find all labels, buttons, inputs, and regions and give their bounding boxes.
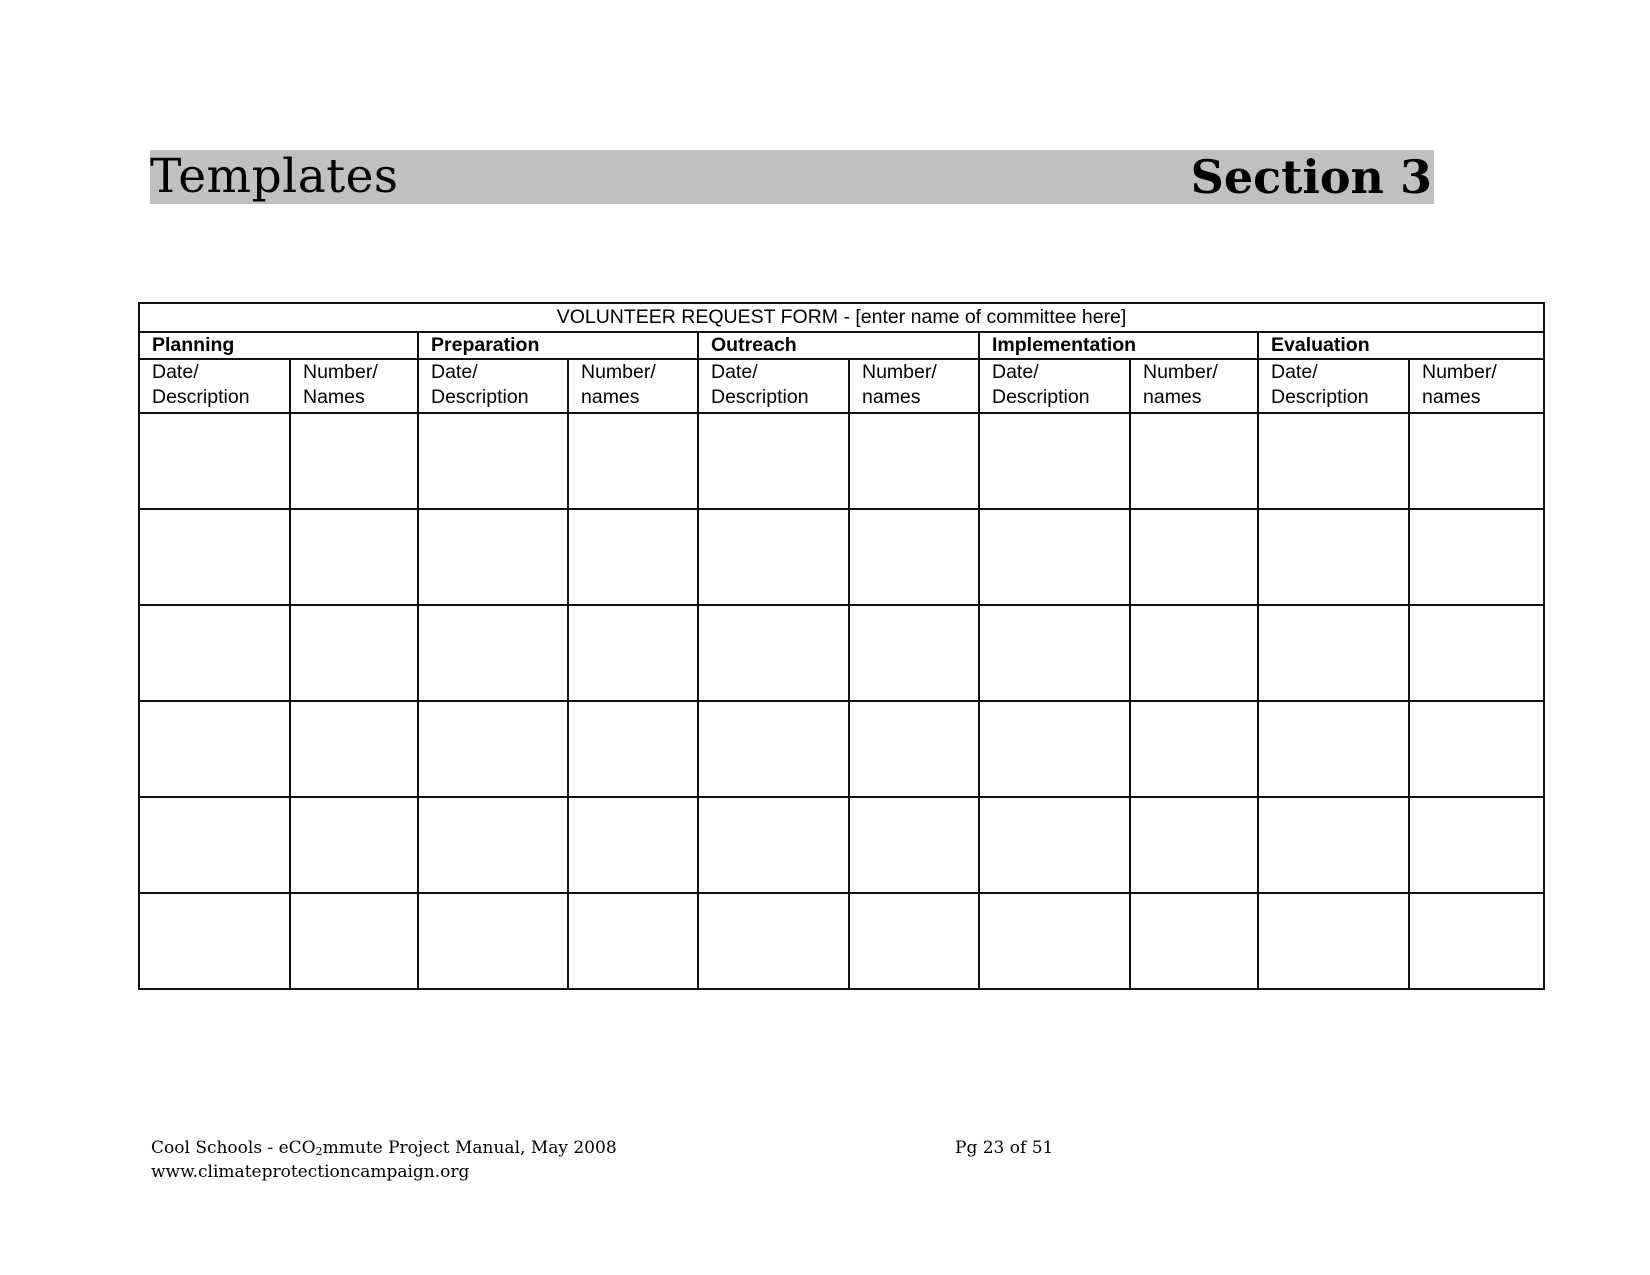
table-row [139,509,1544,605]
entry-cell[interactable] [849,413,979,509]
subheader-line: Number/ [1422,361,1497,383]
entry-cell[interactable] [849,701,979,797]
entry-cell[interactable] [418,509,568,605]
entry-cell[interactable] [1130,605,1258,701]
entry-cell[interactable] [698,893,849,989]
entry-cell[interactable] [139,605,290,701]
entry-cell[interactable] [979,509,1130,605]
entry-cell[interactable] [1130,701,1258,797]
table-row [139,413,1544,509]
entry-cell[interactable] [698,413,849,509]
entry-cell[interactable] [1130,797,1258,893]
entry-cell[interactable] [139,797,290,893]
subheader-line: Date/ [152,361,199,383]
entry-cell[interactable] [568,509,698,605]
subheader-line: Date/ [431,361,478,383]
entry-cell[interactable] [290,605,418,701]
entry-cell[interactable] [849,893,979,989]
entry-cell[interactable] [979,605,1130,701]
entry-cell[interactable] [1409,893,1544,989]
group-planning: Planning [139,332,418,359]
entry-cell[interactable] [1130,413,1258,509]
entry-cell[interactable] [290,893,418,989]
table-row [139,893,1544,989]
entry-cell[interactable] [1409,413,1544,509]
entry-cell[interactable] [568,605,698,701]
table-row [139,797,1544,893]
subheader-line: Names [303,386,365,408]
subheader-line: Date/ [992,361,1039,383]
entry-cell[interactable] [1258,701,1409,797]
entry-cell[interactable] [1258,605,1409,701]
entry-cell[interactable] [418,893,568,989]
subheader-line: Number/ [303,361,378,383]
table-row [139,605,1544,701]
entry-cell[interactable] [290,509,418,605]
subheader-number-names [1130,359,1258,413]
entry-cell[interactable] [568,893,698,989]
subheader-line: Description [992,386,1090,408]
entry-cell[interactable] [418,413,568,509]
subheader-line: Description [431,386,529,408]
entry-cell[interactable] [139,509,290,605]
table-row [139,701,1544,797]
section-label: Section 3 [1190,150,1432,204]
volunteer-request-form [138,302,1545,990]
subheader-number-names [568,359,698,413]
footer-manual-title: Cool Schools - eCO$_2$mmute Project Manual, May 2008 [151,1138,617,1158]
entry-cell[interactable] [1130,509,1258,605]
subheader-line: Number/ [581,361,656,383]
entry-cell[interactable] [139,701,290,797]
subheader-date-description [979,359,1130,413]
subheader-date-description [418,359,568,413]
entry-cell[interactable] [418,701,568,797]
subheader-date-description [139,359,290,413]
entry-cell[interactable] [568,413,698,509]
entry-cell[interactable] [979,413,1130,509]
subheader-date-description [1258,359,1409,413]
entry-cell[interactable] [698,701,849,797]
entry-cell[interactable] [418,605,568,701]
entry-cell[interactable] [979,893,1130,989]
entry-cell[interactable] [979,701,1130,797]
subheader-line: Description [1271,386,1369,408]
entry-cell[interactable] [849,605,979,701]
subheader-line: Description [152,386,250,408]
subheader-number-names [1409,359,1544,413]
entry-cell[interactable] [1258,509,1409,605]
footer-manual-info [151,1138,617,1183]
entry-cell[interactable] [1409,509,1544,605]
entry-cell[interactable] [1409,701,1544,797]
entry-cell[interactable] [139,893,290,989]
entry-cell[interactable] [849,509,979,605]
subheader-line: names [862,386,921,408]
entry-cell[interactable] [979,797,1130,893]
entry-cell[interactable] [1409,797,1544,893]
subheader-date-description [698,359,849,413]
entry-cell[interactable] [1130,893,1258,989]
entry-cell[interactable] [139,413,290,509]
group-implementation: Implementation [979,332,1258,359]
group-outreach: Outreach [698,332,979,359]
group-header-row [139,332,1544,359]
entry-cell[interactable] [290,701,418,797]
subheader-line: names [1143,386,1202,408]
entry-cell[interactable] [1258,893,1409,989]
footer-website: www.climateprotectioncampaign.org [151,1162,470,1182]
subheader-row [139,359,1544,413]
entry-cell[interactable] [698,797,849,893]
form-entry-rows [139,413,1544,989]
entry-cell[interactable] [290,413,418,509]
subheader-number-names [849,359,979,413]
entry-cell[interactable] [849,797,979,893]
section-header-band [150,150,1434,204]
entry-cell[interactable] [1258,413,1409,509]
entry-cell[interactable] [1258,797,1409,893]
subheader-line: Description [711,386,809,408]
entry-cell[interactable] [698,509,849,605]
form-title: VOLUNTEER REQUEST FORM - [enter name of committee here] [139,303,1544,332]
subheader-line: Date/ [711,361,758,383]
group-preparation: Preparation [418,332,698,359]
page-title: Templates [150,149,399,204]
entry-cell[interactable] [418,797,568,893]
subheader-number-names [290,359,418,413]
entry-cell[interactable] [290,797,418,893]
page-number: Pg 23 of 51 [955,1138,1054,1158]
entry-cell[interactable] [568,797,698,893]
subheader-line: names [581,386,640,408]
entry-cell[interactable] [698,605,849,701]
entry-cell[interactable] [1409,605,1544,701]
entry-cell[interactable] [568,701,698,797]
subheader-line: Date/ [1271,361,1318,383]
subheader-line: Number/ [862,361,937,383]
group-evaluation: Evaluation [1258,332,1544,359]
subheader-line: Number/ [1143,361,1218,383]
subheader-line: names [1422,386,1481,408]
